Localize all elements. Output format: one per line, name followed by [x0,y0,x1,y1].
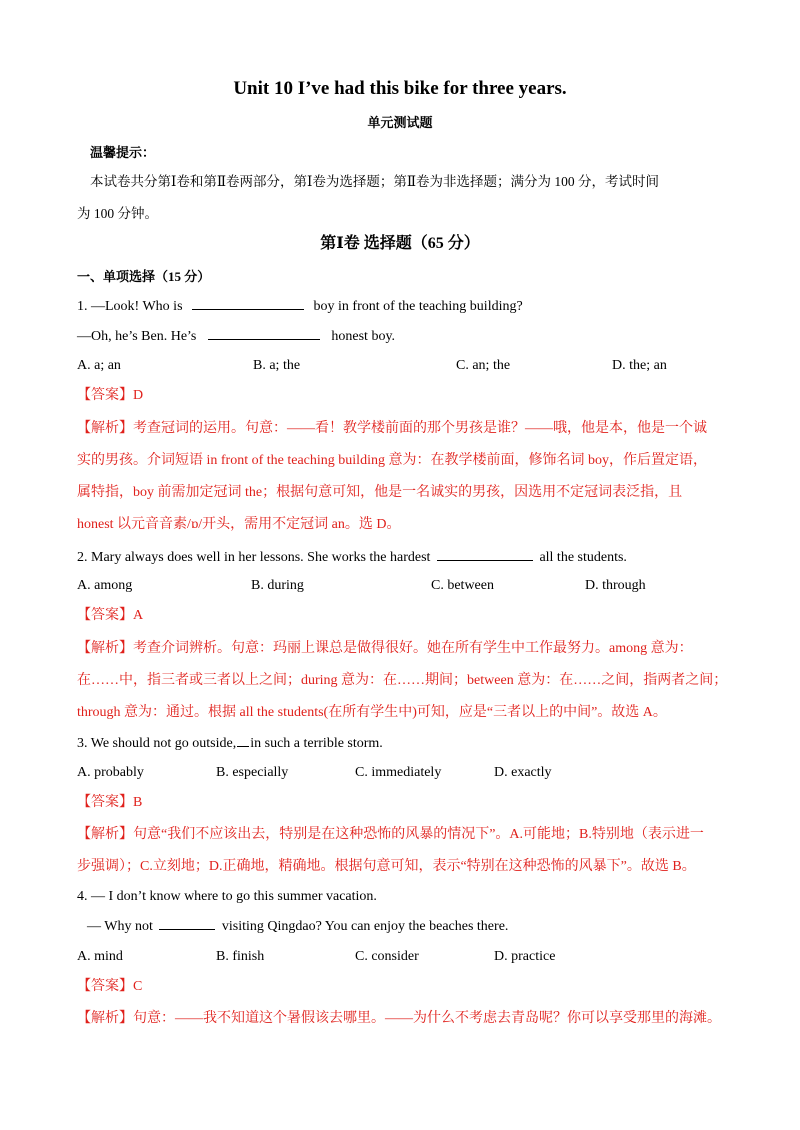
question-4-option-a: A. mind [77,949,123,964]
question-2-text-b: all the students. [539,550,627,565]
page-subtitle: 单元测试题 [367,115,433,130]
part-1-title: 第Ⅰ卷 选择题（65 分） [320,235,480,252]
question-4-option-c: C. consider [355,949,419,964]
question-1-option-a: A. a; an [77,358,121,373]
question-4-option-b: B. finish [216,949,265,964]
question-2-option-c: C. between [431,578,494,593]
question-3-analysis-1: 【解析】句意“我们不应该出去，特别是在这种恐怖的风暴的情况下”。A.可能地；B.特别地（表示进一 [77,827,704,842]
question-1-text-a: 1. —Look! Who is [77,299,183,314]
question-4-option-d: D. practice [494,949,556,964]
question-2-text-a: 2. Mary always does well in her lessons. She works the hardest [77,550,431,565]
question-2-line-1 [77,548,627,567]
question-3-option-b: B. especially [216,765,289,780]
question-4-text-a: — Why not [87,919,153,934]
question-3-text-b: in such a terrible storm. [250,736,383,751]
question-2-answer: 【答案】A [77,608,144,623]
answer-blank [192,297,304,310]
question-2-analysis-2: 在……中，指三者或三者以上之间；during 意为：在……期间；between 意为：在……之间，指两者之间； [77,673,728,688]
question-3-option-d: D. exactly [494,765,552,780]
question-3-line-1 [77,734,383,753]
question-1-text-b: boy in front of the teaching building? [313,299,523,314]
question-1-analysis-1: 【解析】考查冠词的运用。句意：——看！教学楼前面的那个男孩是谁？——哦，他是本，他是一个诚 [77,421,707,436]
question-3-option-a: A. probably [77,765,144,780]
answer-blank [237,734,249,747]
question-3-option-c: C. immediately [355,765,442,780]
question-1-line-1 [77,297,523,316]
question-2-analysis-1: 【解析】考查介词辨析。句意：玛丽上课总是做得很好。她在所有学生中工作最努力。among 意为： [77,641,693,656]
question-2-option-b: B. during [251,578,304,593]
question-1-text-c: —Oh, he’s Ben. He’s [77,329,197,344]
question-1-option-d: D. the; an [612,358,667,373]
tips-label: 温馨提示： [90,145,156,160]
answer-blank [437,548,533,561]
question-1-analysis-2: 实的男孩。介词短语 in front of the teaching building 意为：在教学楼前面，修饰名词 boy，作后置定语， [77,453,707,468]
answer-blank [208,327,320,340]
section-1-title: 一、单项选择（15 分） [77,269,211,284]
question-3-answer: 【答案】B [77,795,143,810]
question-4-line-2 [87,917,508,936]
question-4-line-1: 4. — I don’t know where to go this summer vacation. [77,889,377,904]
question-2-analysis-3: through 意为：通过。根据 all the students(在所有学生中)可知，应是“三者以上的中间”。故选 A。 [77,705,667,720]
question-4-analysis-1: 【解析】句意：——我不知道这个暑假该去哪里。——为什么不考虑去青岛呢？你可以享受那里的海滩。 [77,1011,721,1026]
page-title: Unit 10 I’ve had this bike for three years. [233,78,567,99]
tips-line-2: 为 100 分钟。 [77,206,158,221]
tips-line-1: 本试卷共分第Ⅰ卷和第Ⅱ卷两部分，第Ⅰ卷为选择题；第Ⅱ卷为非选择题；满分为 100 分，考试时间 [90,174,660,189]
question-1-analysis-3: 属特指，boy 前需加定冠词 the；根据句意可知，他是一名诚实的男孩，因选用不定冠词表泛指，且 [77,485,683,500]
question-1-answer: 【答案】D [77,388,144,403]
question-1-analysis-4: honest 以元音音素/ɒ/开头，需用不定冠词 an。选 D。 [77,517,401,532]
question-2-option-d: D. through [585,578,646,593]
question-2-option-a: A. among [77,578,133,593]
question-1-line-2 [77,327,395,346]
question-3-text-a: 3. We should not go outside, [77,736,237,751]
answer-blank [159,917,215,930]
question-4-text-b: visiting Qingdao? You can enjoy the beaches there. [221,919,509,934]
question-1-option-b: B. a; the [253,358,301,373]
question-1-option-c: C. an; the [456,358,511,373]
question-1-text-d: honest boy. [331,329,396,344]
question-3-analysis-2: 步强调）；C.立刻地；D.正确地，精确地。根据句意可知，表示“特别在这种恐怖的风暴下”。故选 B。 [77,859,696,874]
question-4-answer: 【答案】C [77,979,143,994]
